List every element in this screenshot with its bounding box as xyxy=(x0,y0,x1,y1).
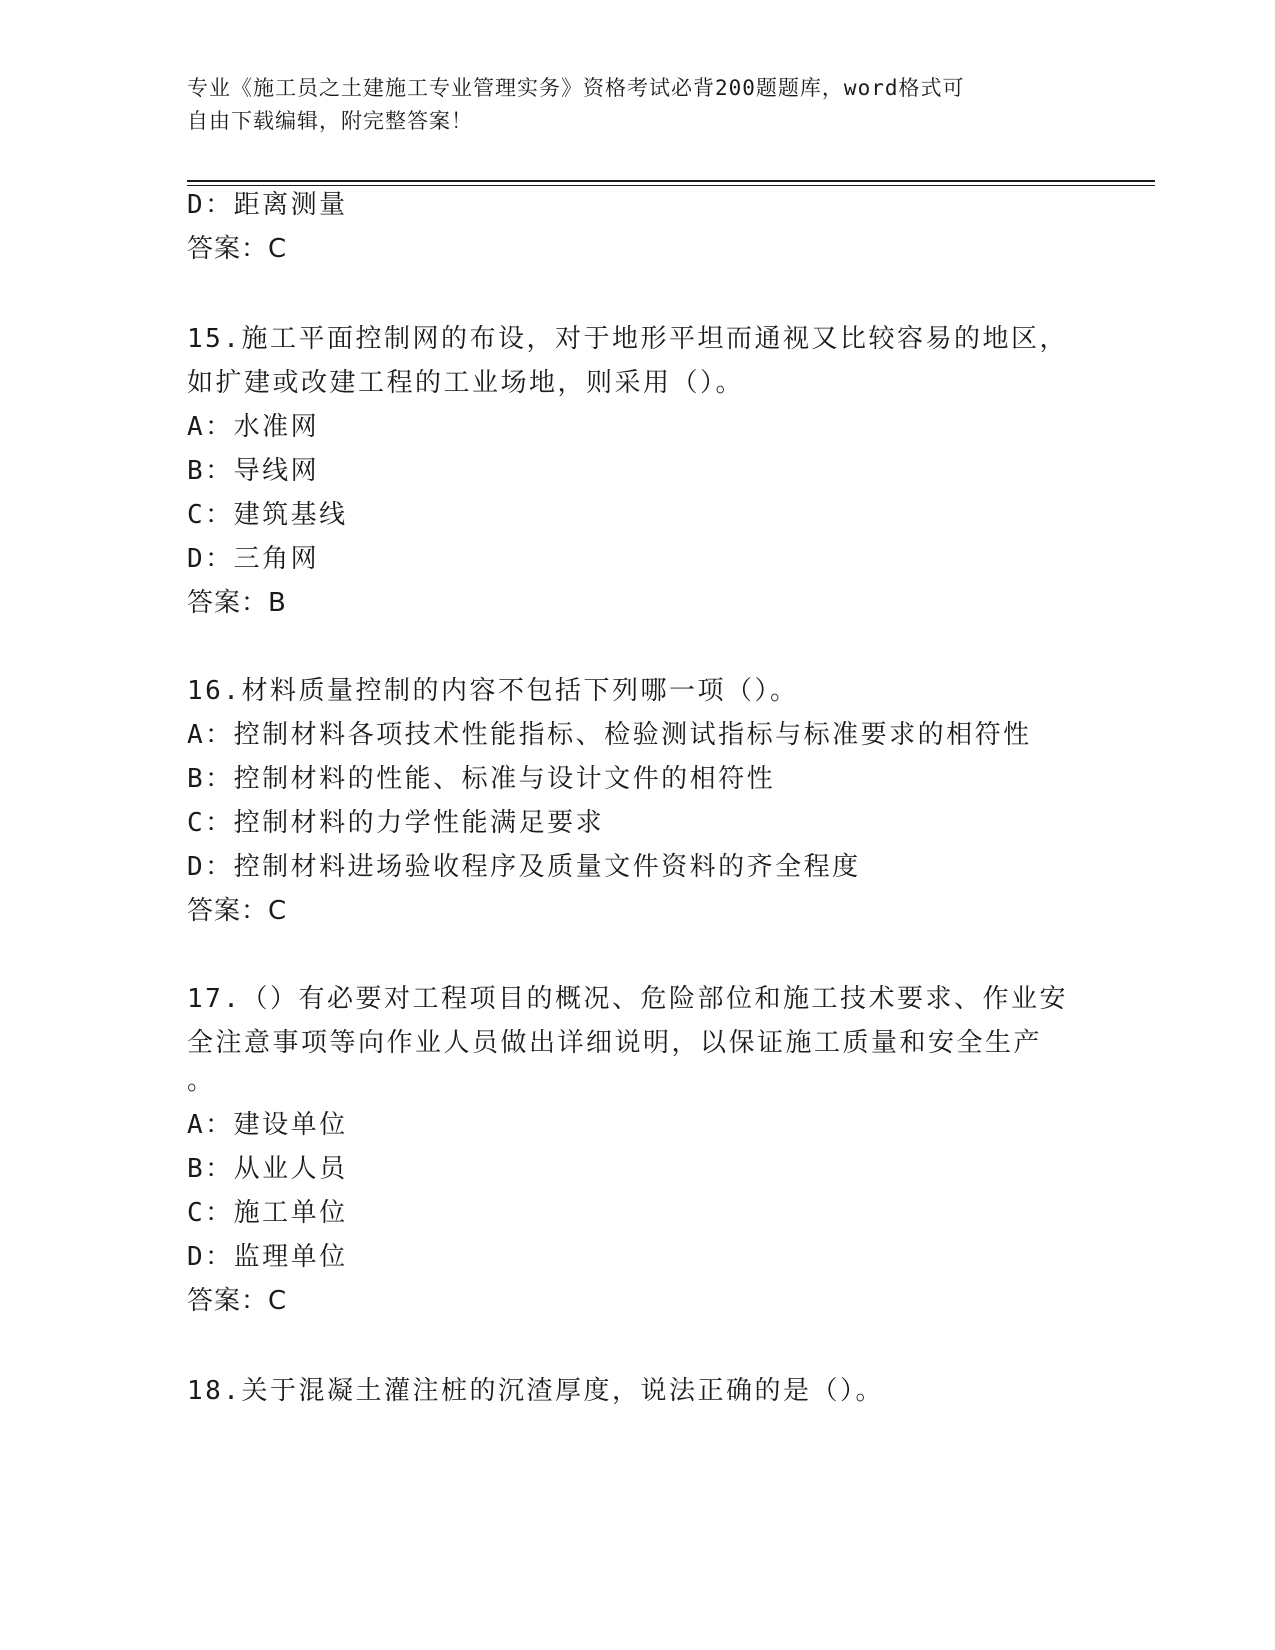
q16-stem-line-1: 16.材料质量控制的内容不包括下列哪一项（）。 xyxy=(187,676,799,706)
header-divider-thin xyxy=(187,185,1155,186)
q15-option-d: D：三角网 xyxy=(187,544,320,574)
prev-answer: 答案：C xyxy=(187,234,288,264)
q15-answer: 答案：B xyxy=(187,588,287,618)
q17-stem-line-2: 全注意事项等向作业人员做出详细说明，以保证施工质量和安全生产 xyxy=(187,1028,1043,1058)
prev-option-d: D：距离测量 xyxy=(187,190,348,220)
q15-stem-line-1: 15.施工平面控制网的布设，对于地形平坦而通视又比较容易的地区， xyxy=(187,324,1068,354)
q16-option-a: A：控制材料各项技术性能指标、检验测试指标与标准要求的相符性 xyxy=(187,720,1032,750)
q17-answer: 答案：C xyxy=(187,1286,288,1316)
q17-option-c: C：施工单位 xyxy=(187,1198,348,1228)
q17-option-a: A：建设单位 xyxy=(187,1110,348,1140)
q16-option-d: D：控制材料进场验收程序及质量文件资料的齐全程度 xyxy=(187,852,861,882)
q18-stem-line-1: 18.关于混凝土灌注桩的沉渣厚度，说法正确的是（）。 xyxy=(187,1376,884,1406)
q15-option-c: C：建筑基线 xyxy=(187,500,348,530)
q16-answer: 答案：C xyxy=(187,896,288,926)
q15-stem-line-2: 如扩建或改建工程的工业场地，则采用（）。 xyxy=(187,368,745,398)
header-line-2: 自由下载编辑，附完整答案！ xyxy=(187,109,473,133)
header-divider-thick xyxy=(187,180,1155,182)
q16-option-b: B：控制材料的性能、标准与设计文件的相符性 xyxy=(187,764,776,794)
q15-option-b: B：导线网 xyxy=(187,456,320,486)
q17-option-d: D：监理单位 xyxy=(187,1242,348,1272)
q16-option-c: C：控制材料的力学性能满足要求 xyxy=(187,808,605,838)
q17-option-b: B：从业人员 xyxy=(187,1154,348,1184)
q15-option-a: A：水准网 xyxy=(187,412,320,442)
document-header xyxy=(187,72,1067,138)
header-line-1: 专业《施工员之土建施工专业管理实务》资格考试必背200题题库，word格式可 xyxy=(187,76,965,100)
q17-stem-line-3: 。 xyxy=(187,1066,216,1096)
q17-stem-line-1: 17.（）有必要对工程项目的概况、危险部位和施工技术要求、作业安 xyxy=(187,984,1068,1014)
